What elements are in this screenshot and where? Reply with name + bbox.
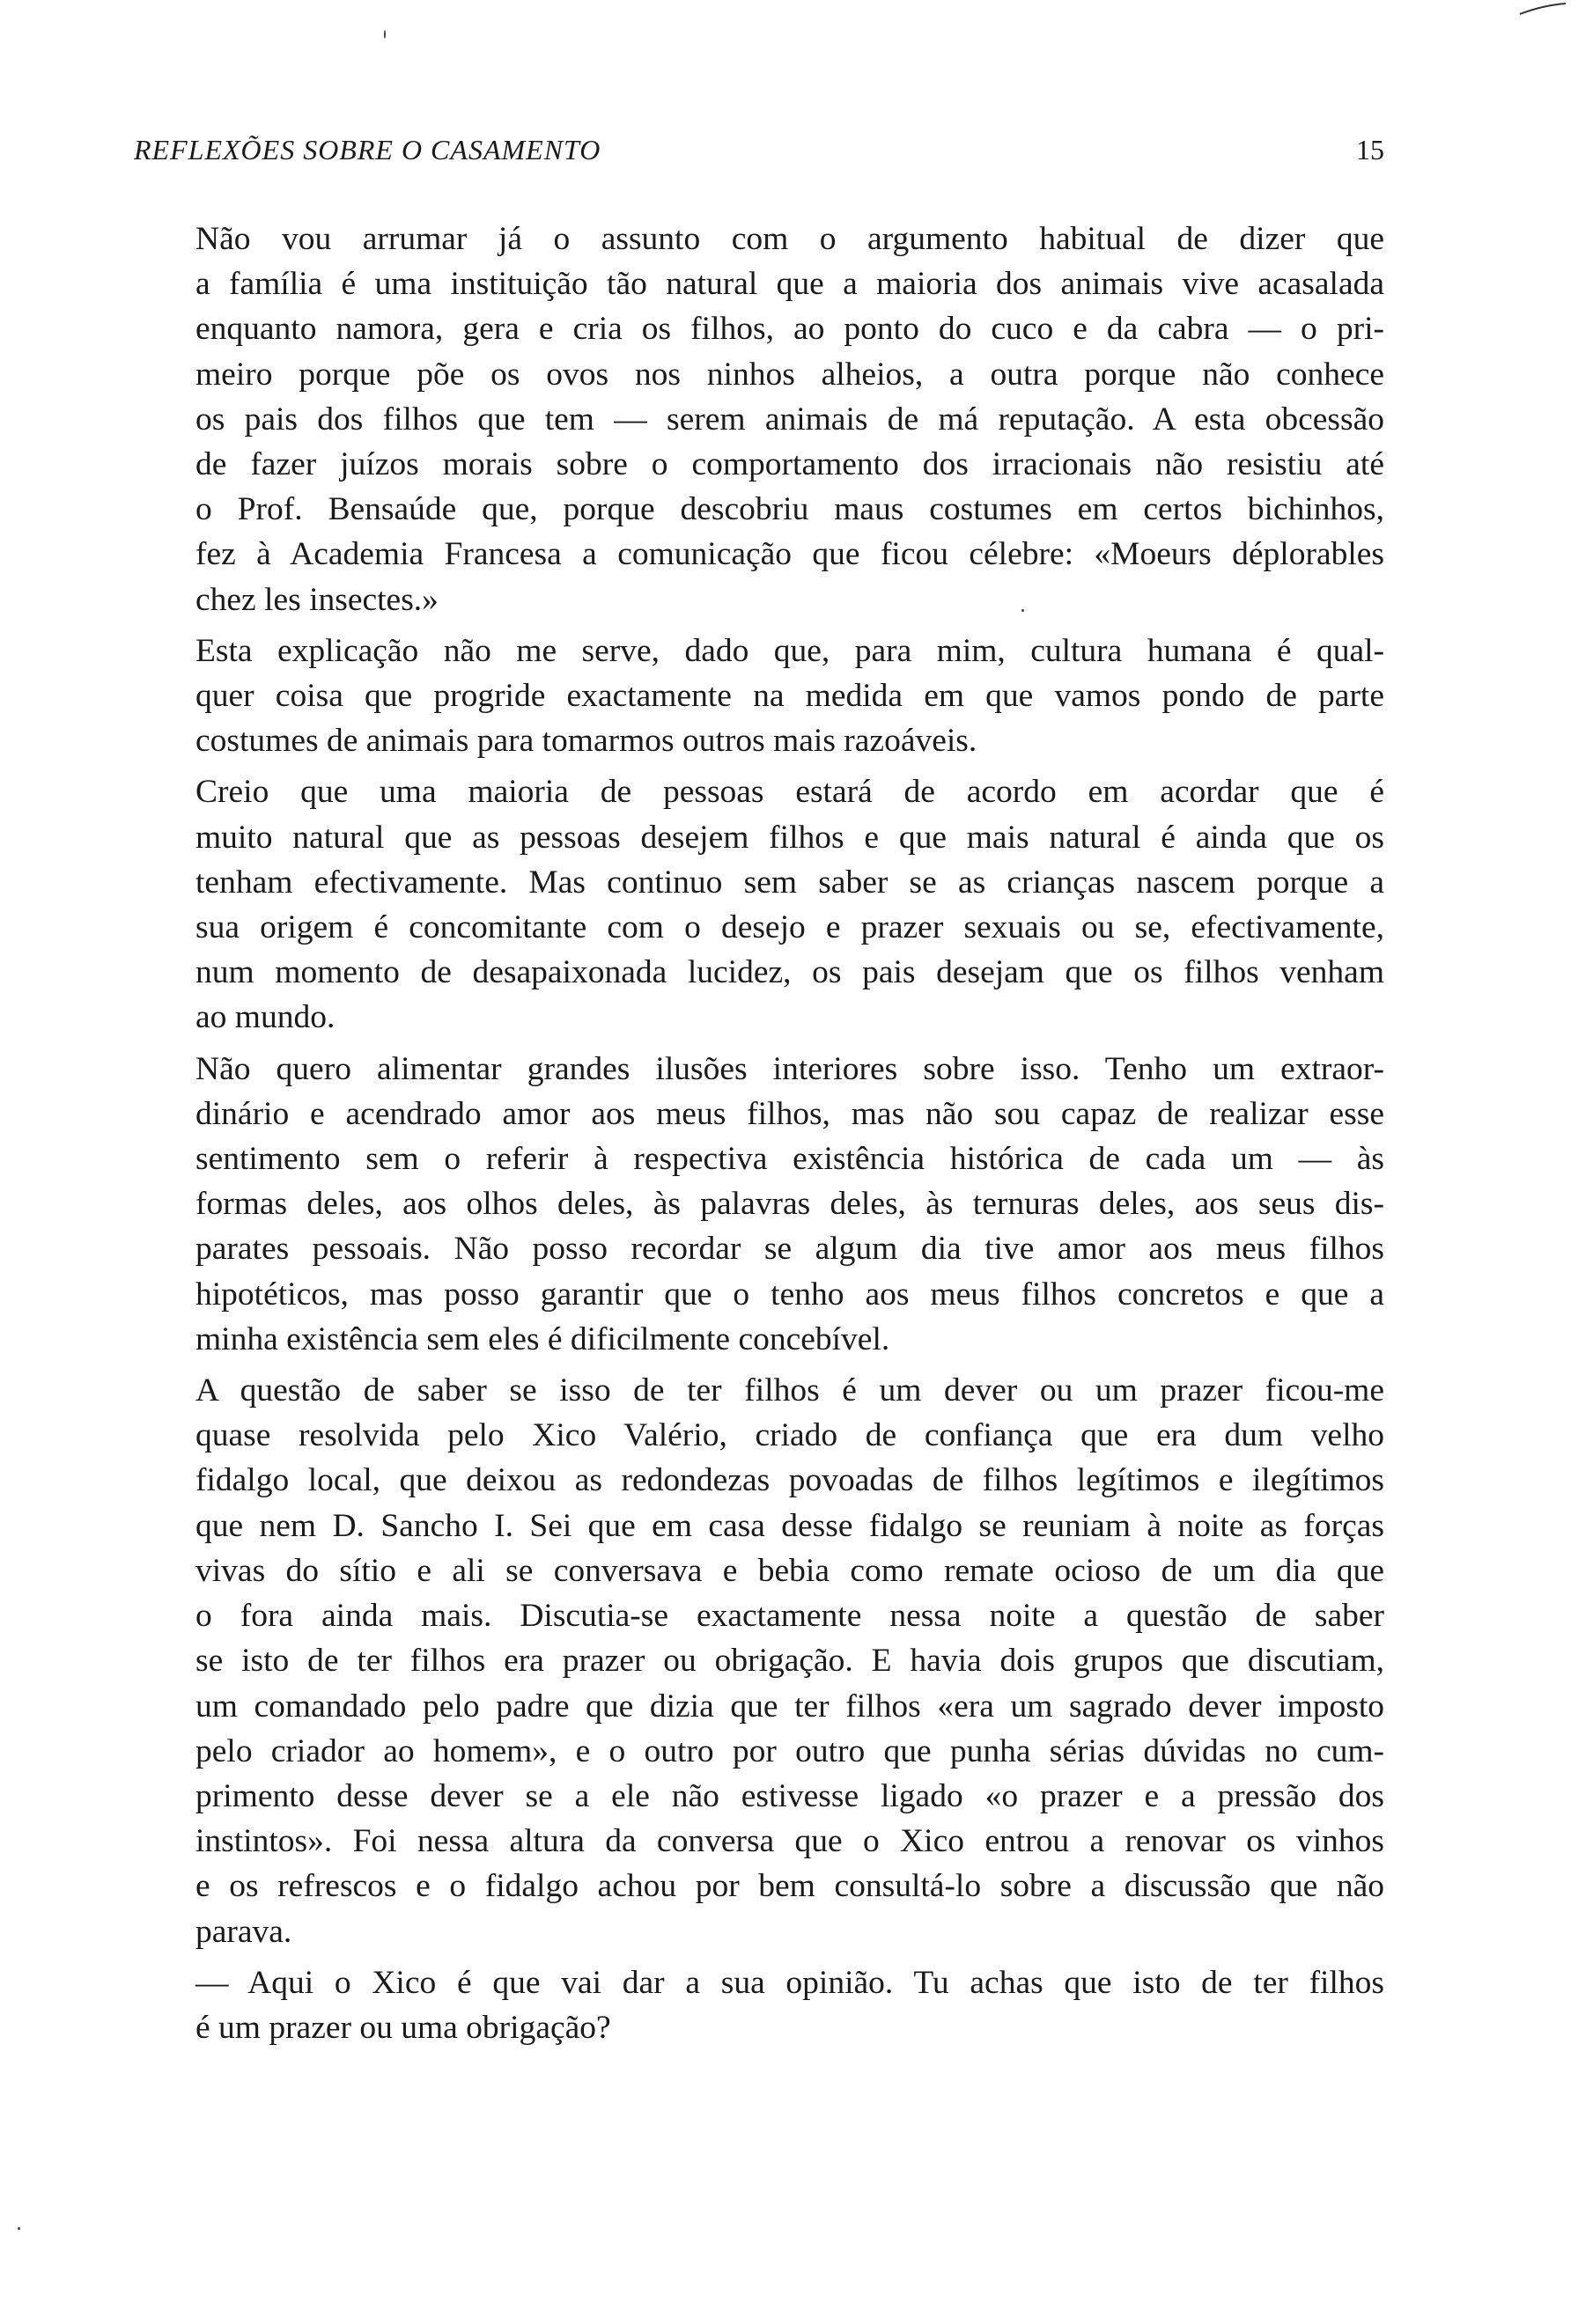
text-line: instintos». Foi nessa altura da conversa que o Xico entrou a renovar os vinhos [195,1823,1384,1860]
paragraph-4 [134,1047,1384,1362]
text-line: primento desse dever se a ele não estivesse ligado «o prazer e a pressão dos [195,1777,1384,1814]
text-line: um comandado pelo padre que dizia que ter filhos «era um sagrado dever imposto [195,1688,1384,1725]
text-line: é um prazer ou uma obrigação? [195,2009,611,2046]
text-line: fidalgo local, que deixou as redondezas povoadas de filhos legítimos e ilegítimos [195,1462,1384,1499]
page-number: 15 [1356,134,1384,165]
paragraph-1 [134,217,1384,622]
text-line: Esta explicação não me serve, dado que, para mim, cultura humana é qual- [195,632,1384,669]
text-line: chez les insectes.» [195,581,439,618]
paper-speck [18,2227,20,2230]
text-line: minha existência sem eles é dificilmente concebível. [195,1320,890,1357]
text-line: formas deles, aos olhos deles, às palavras deles, às ternuras deles, aos seus dis- [195,1186,1384,1223]
text-line: tenham efectivamente. Mas continuo sem saber se as crianças nascem porque a [195,864,1384,901]
running-title: REFLEXÕES SOBRE O CASAMENTO [134,134,601,165]
body-text [134,217,1384,2056]
text-line: muito natural que as pessoas desejem filhos e que mais natural é ainda que os [195,819,1384,856]
text-line: Não quero alimentar grandes ilusões interiores sobre isso. Tenho um extraor- [195,1050,1384,1087]
text-line: A questão de saber se isso de ter filhos é um dever ou um prazer ficou-me [195,1372,1384,1409]
text-line: quer coisa que progride exactamente na medida em que vamos pondo de parte [195,678,1384,715]
text-line: a família é uma instituição tão natural que a maioria dos animais vive acasalada [195,266,1384,303]
text-line: fez à Academia Francesa a comunicação que ficou célebre: «Moeurs déplorables [195,536,1384,573]
pencil-mark [1518,2,1567,16]
text-line: os pais dos filhos que tem — serem animais de má reputação. A esta obcessão [195,401,1384,438]
text-line: e os refrescos e o fidalgo achou por bem consultá-lo sobre a discussão que não [195,1868,1384,1905]
text-line: num momento de desapaixonada lucidez, os pais desejam que os filhos venham [195,954,1384,991]
text-line: Creio que uma maioria de pessoas estará de acordo em acordar que é [195,774,1384,811]
text-line: sentimento sem o referir à respectiva existência histórica de cada um — às [195,1141,1384,1178]
running-header [134,130,1384,169]
text-line: costumes de animais para tomarmos outros mais razoáveis. [195,723,977,760]
paper-speck [384,30,386,39]
text-line: ao mundo. [195,999,336,1036]
text-line: hipotéticos, mas posso garantir que o tenho aos meus filhos concretos e que a [195,1276,1384,1313]
text-line: enquanto namora, gera e cria os filhos, ao ponto do cuco e da cabra — o pri- [195,311,1384,348]
paragraph-5 [134,1368,1384,1954]
text-line: parates pessoais. Não posso recordar se algum dia tive amor aos meus filhos [195,1231,1384,1268]
text-line: Não vou arrumar já o assunto com o argumento habitual de dizer que [195,221,1384,257]
paragraph-3 [134,769,1384,1040]
text-line: parava. [195,1913,292,1950]
text-line: sua origem é concomitante com o desejo e prazer sexuais ou se, efectivamente, [195,909,1384,946]
text-line: vivas do sítio e ali se conversava e bebia como remate ocioso de um dia que [195,1552,1384,1589]
paper-speck [1021,609,1024,612]
text-line: o fora ainda mais. Discutia-se exactamente nessa noite a questão de saber [195,1598,1384,1635]
text-line: meiro porque põe os ovos nos ninhos alheios, a outra porque não conhece [195,356,1384,393]
text-line: se isto de ter filhos era prazer ou obrigação. E havia dois grupos que discutiam, [195,1643,1384,1680]
text-line: pelo criador ao homem», e o outro por outro que punha sérias dúvidas no cum- [195,1732,1384,1769]
text-line: que nem D. Sancho I. Sei que em casa desse fidalgo se reuniam à noite as forças [195,1507,1384,1544]
text-line: de fazer juízos morais sobre o comportamento dos irracionais não resistiu até [195,446,1384,483]
text-line: — Aqui o Xico é que vai dar a sua opinião. Tu achas que isto de ter filhos [195,1964,1384,2001]
paragraph-6 [134,1960,1384,2050]
text-line: o Prof. Bensaúde que, porque descobriu maus costumes em certos bichinhos, [195,491,1384,528]
text-line: quase resolvida pelo Xico Valério, criado de confiança que era dum velho [195,1417,1384,1454]
text-line: dinário e acendrado amor aos meus filhos, mas não sou capaz de realizar esse [195,1095,1384,1132]
paragraph-2 [134,629,1384,764]
